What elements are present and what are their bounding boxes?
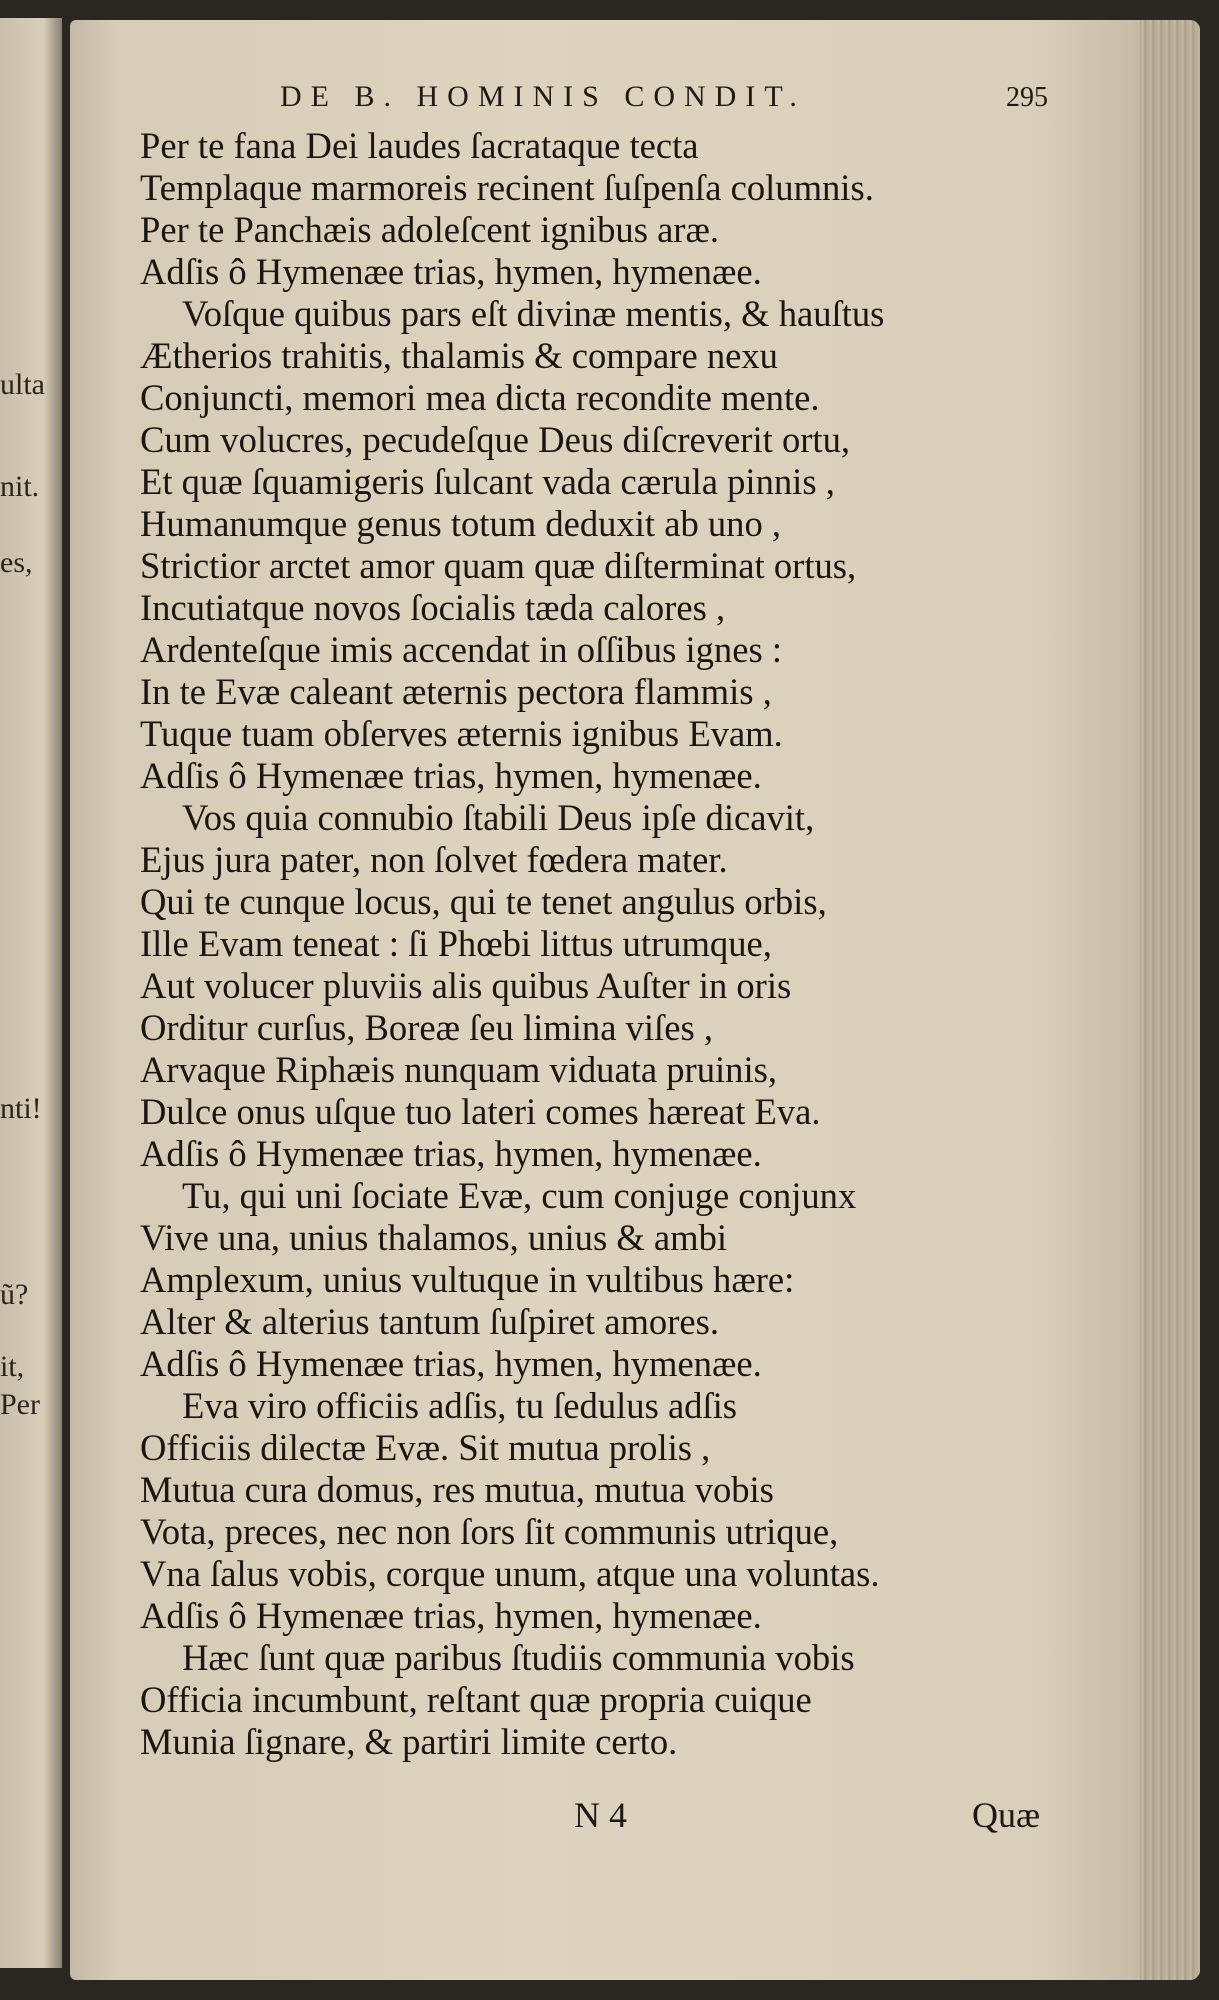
verse-line: Vna ſalus vobis, corque unum, atque una voluntas.	[140, 1553, 880, 1594]
verse-line: Templaque marmoreis recinent ſuſpenſa columnis.	[140, 167, 874, 208]
facing-page-fragment: ulta	[0, 368, 45, 401]
verse-line: Amplexum, unius vultuque in vultibus hære:	[140, 1259, 795, 1300]
verse-line: Adſis ô Hymenæe trias, hymen, hymenæe.	[140, 1133, 762, 1174]
signature-mark: N 4	[574, 1795, 627, 1835]
verse-line: Voſque quibus pars eſt divinæ mentis, & hauſtus	[182, 293, 885, 334]
verse-line: Aut volucer pluviis alis quibus Auſter in oris	[140, 965, 792, 1006]
verse-line: Adſis ô Hymenæe trias, hymen, hymenæe.	[140, 1343, 762, 1384]
verse-line: Mutua cura domus, res mutua, mutua vobis	[140, 1469, 774, 1510]
verse-line: Dulce onus uſque tuo lateri comes hæreat Eva.	[140, 1091, 821, 1132]
verse-line: Munia ſignare, & partiri limite certo.	[140, 1721, 678, 1762]
verse-line: Officiis dilectæ Evæ. Sit mutua prolis ,	[140, 1427, 711, 1468]
verse-line: Eva viro officiis adſis, tu ſedulus adſis	[182, 1385, 738, 1426]
verse-line: Vota, preces, nec non ſors ſit communis utrique,	[140, 1511, 839, 1552]
verse-line: Cum volucres, pecudeſque Deus diſcreverit ortu,	[140, 419, 851, 460]
facing-page-edge	[0, 18, 62, 1968]
verse-line: Et quæ ſquamigeris ſulcant vada cærula pinnis ,	[140, 461, 835, 502]
verse-line: Alter & alterius tantum ſuſpiret amores.	[140, 1301, 719, 1342]
facing-page-fragment: ũ?	[0, 1278, 29, 1311]
verse-line: Adſis ô Hymenæe trias, hymen, hymenæe.	[140, 755, 762, 796]
page-edges	[1140, 20, 1200, 1980]
verse-line: Vos quia connubio ſtabili Deus ipſe dicavit,	[182, 797, 815, 838]
page-number: 295	[1006, 82, 1048, 113]
verse-line: Ejus jura pater, non ſolvet fœdera mater.	[140, 839, 728, 880]
facing-page-fragment: Per	[0, 1388, 40, 1421]
verse-line: Qui te cunque locus, qui te tenet angulus orbis,	[140, 881, 827, 922]
verse-line: Ætherios trahitis, thalamis & compare nexu	[140, 335, 778, 376]
verse-line: Orditur curſus, Boreæ ſeu limina viſes ,	[140, 1007, 713, 1048]
verse-line: Strictior arctet amor quam quæ diſterminat ortus,	[140, 545, 857, 586]
book-page	[70, 20, 1200, 1980]
verse-line: Tu, qui uni ſociate Evæ, cum conjuge conjunx	[182, 1175, 857, 1216]
verse-line: Officia incumbunt, reſtant quæ propria cuique	[140, 1679, 812, 1720]
verse-text	[140, 125, 1140, 1763]
verse-line: Per te fana Dei laudes ſacrataque tecta	[140, 125, 699, 166]
facing-page-fragment: it,	[0, 1350, 25, 1383]
facing-page-fragment: nti!	[0, 1092, 42, 1125]
verse-line: Arvaque Riphæis nunquam viduata pruinis,	[140, 1049, 777, 1090]
verse-line: In te Evæ caleant æternis pectora flammis ,	[140, 671, 772, 712]
facing-page-fragment: es,	[0, 546, 33, 579]
verse-line: Humanumque genus totum deduxit ab uno ,	[140, 503, 782, 544]
verse-line: Incutiatque novos ſocialis tæda calores ,	[140, 587, 726, 628]
verse-line: Tuque tuam obſerves æternis ignibus Evam.	[140, 713, 783, 754]
verse-line: Ardenteſque imis accendat in oſſibus ignes :	[140, 629, 782, 670]
verse-line: Ille Evam teneat : ſi Phœbi littus utrumque,	[140, 923, 772, 964]
verse-line: Hæc ſunt quæ paribus ſtudiis communia vobis	[182, 1637, 855, 1678]
catchword: Quæ	[972, 1795, 1041, 1835]
verse-line: Adſis ô Hymenæe trias, hymen, hymenæe.	[140, 251, 762, 292]
facing-page-fragment: nit.	[0, 470, 40, 503]
verse-line: Conjuncti, memori mea dicta recondite mente.	[140, 377, 820, 418]
verse-line: Adſis ô Hymenæe trias, hymen, hymenæe.	[140, 1595, 762, 1636]
verse-line: Vive una, unius thalamos, unius & ambi	[140, 1217, 728, 1258]
running-head: DE B. HOMINIS CONDIT.	[280, 80, 806, 113]
verse-line: Per te Panchæis adoleſcent ignibus aræ.	[140, 209, 720, 250]
